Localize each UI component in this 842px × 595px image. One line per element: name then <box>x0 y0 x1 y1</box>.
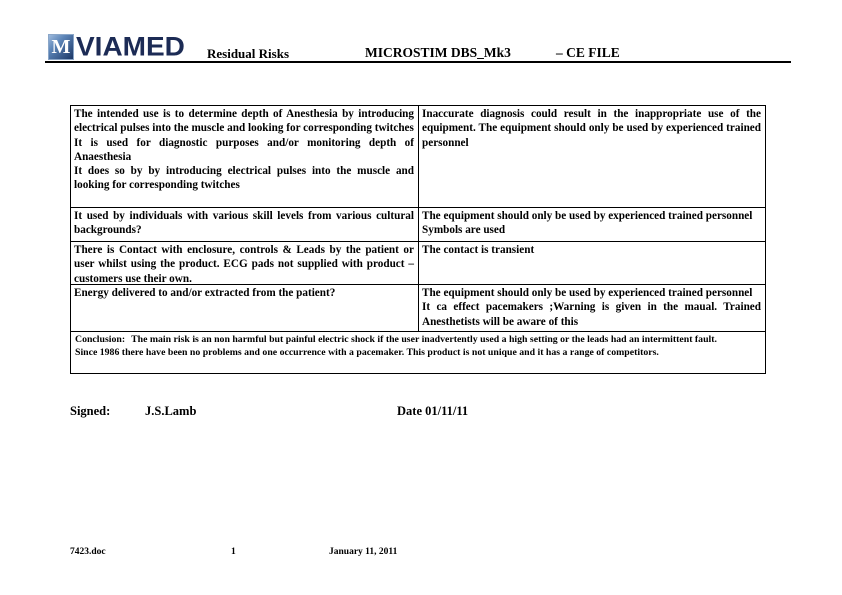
risk-paragraph: It does so by by introducing electrical pulses into the muscle and looking for corresponding twitches <box>74 165 414 192</box>
conclusion-text-1: The main risk is an non harmful but painful electric shock if the user inadvertently used a high setting or the leads had an intermittent fault. <box>131 334 717 345</box>
mitigation-paragraph: Inaccurate diagnosis could result in the inappropriate use of the equipment. The equipment should only be used by experienced trained personnel <box>422 108 761 149</box>
signed-name: J.S.Lamb <box>145 404 197 418</box>
risk-paragraph: The intended use is to determine depth of Anesthesia by introducing electrical pulses into the muscle and looking for corresponding twitches <box>74 108 414 135</box>
risk-cell <box>71 106 418 207</box>
header-file-label: – CE FILE <box>556 45 620 60</box>
table-row <box>71 284 765 331</box>
viamed-logo-m-icon: M <box>48 34 74 60</box>
risk-cell <box>71 285 418 331</box>
conclusion-line-2: Since 1986 there have been no problems and one occurrence with a pacemaker. This product is not unique and it has a range of competitors. <box>75 346 659 358</box>
mitigation-cell <box>418 285 765 331</box>
header-doc-type: Residual Risks <box>207 46 289 61</box>
mitigation-cell <box>418 106 765 207</box>
footer-doc-name: 7423.doc <box>70 547 106 557</box>
risk-paragraph: There is Contact with enclosure, controls & Leads by the patient or user whilst using the product. ECG pads not supplied with product – customers use their own. <box>74 244 414 284</box>
table-row <box>71 241 765 284</box>
conclusion-row <box>71 331 765 373</box>
conclusion-label: Conclusion: <box>75 334 126 345</box>
mitigation-cell <box>418 242 765 284</box>
viamed-logo-text: VIAMED <box>76 31 185 62</box>
conclusion-line-1 <box>75 334 761 347</box>
signed-date: Date 01/11/11 <box>397 404 469 418</box>
mitigation-paragraph: The equipment should only be used by experienced trained personnel <box>422 210 753 222</box>
risk-paragraph: It used by individuals with various skill levels from various cultural backgrounds? <box>74 210 414 237</box>
residual-risks-table <box>70 105 766 374</box>
mitigation-paragraph: The contact is transient <box>422 244 535 256</box>
footer-page-number: 1 <box>231 547 236 557</box>
header-divider <box>45 61 791 63</box>
risk-paragraph: Energy delivered to and/or extracted from the patient? <box>74 287 336 299</box>
header-product-name: MICROSTIM DBS_Mk3 <box>365 45 511 60</box>
mitigation-paragraph: It ca effect pacemakers ;Warning is given in the maual. Trained Anesthetists will be aware of this <box>422 301 761 328</box>
risk-cell <box>71 208 418 241</box>
mitigation-paragraph: Symbols are used <box>422 224 506 237</box>
mitigation-cell <box>418 208 765 241</box>
risk-paragraph: It is used for diagnostic purposes and/or monitoring depth of Anaesthesia <box>74 136 414 163</box>
risk-cell <box>71 242 418 284</box>
mitigation-paragraph: The equipment should only be used by experienced trained personnel <box>422 287 753 299</box>
table-row <box>71 207 765 241</box>
signed-label: Signed: <box>70 404 111 418</box>
viamed-logo <box>48 31 185 63</box>
footer-date: January 11, 2011 <box>329 547 398 557</box>
table-row <box>71 106 765 207</box>
